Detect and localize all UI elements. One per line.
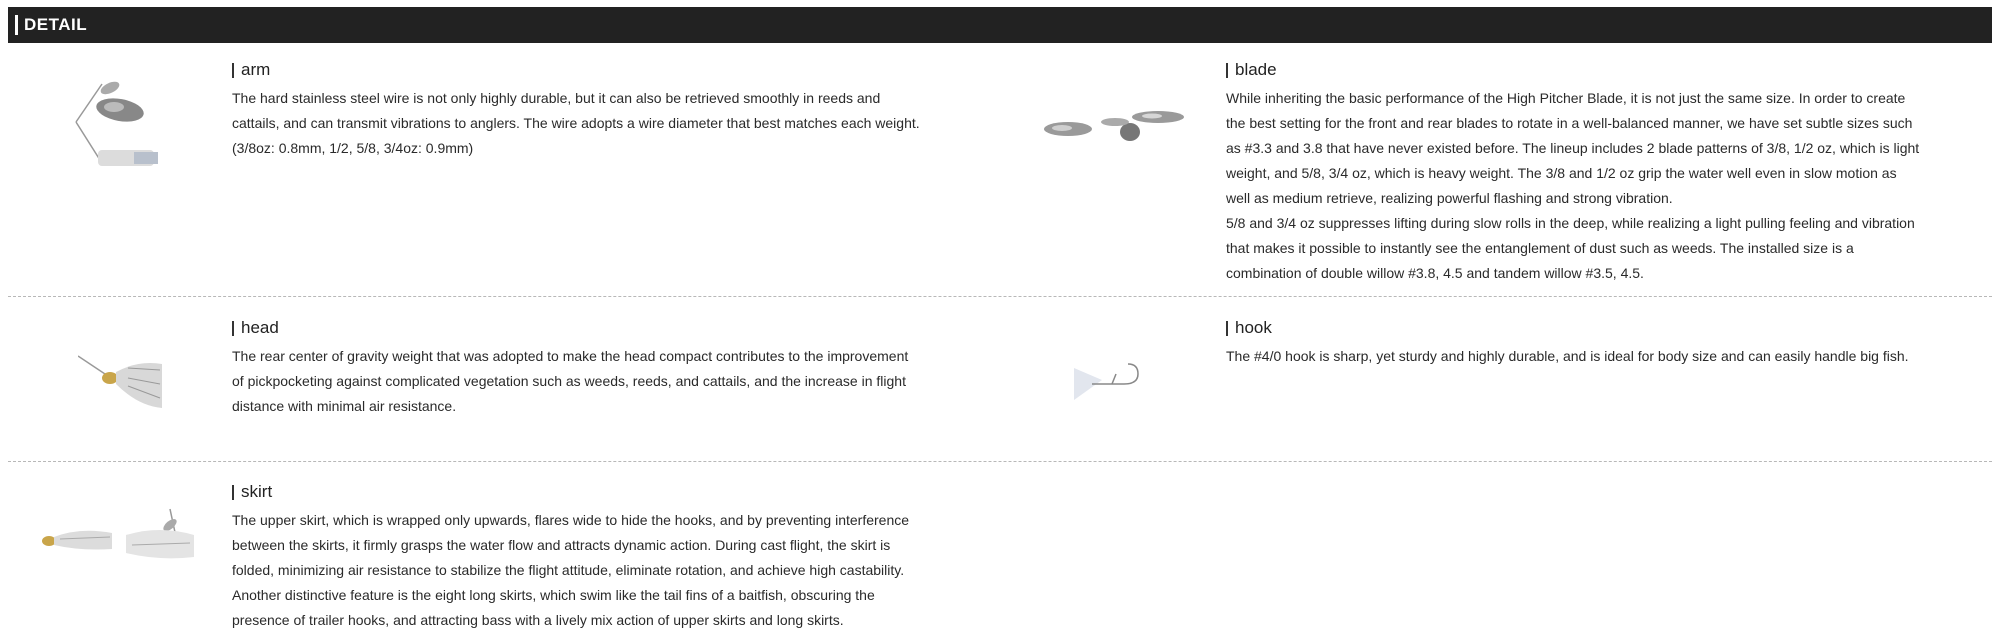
row-divider-1 xyxy=(8,296,1992,297)
heading-marker xyxy=(232,63,234,78)
head-heading xyxy=(232,318,1012,338)
head-heading-label: head xyxy=(241,318,279,337)
head-description: The rear center of gravity weight that was adopted to make the head compact contributes to the improvement of pickpocketing against complicated vegetation such as weeds, reeds, and cattails, and the increase in flight distance with minimal air resistance. xyxy=(232,348,909,414)
heading-marker xyxy=(1226,63,1228,78)
hook-heading xyxy=(1226,318,1986,338)
spinnerbait-arm-image xyxy=(62,72,162,167)
heading-marker xyxy=(232,321,234,336)
detail-header xyxy=(8,7,1992,43)
header-accent-bar xyxy=(15,15,18,35)
hook-description: The #4/0 hook is sharp, yet sturdy and highly durable, and is ideal for body size and can easily handle big fish. xyxy=(1226,348,1909,364)
detail-title: DETAIL xyxy=(24,15,88,34)
row-divider-2 xyxy=(8,461,1992,462)
skirt-heading xyxy=(232,482,1012,502)
skirt-description: The upper skirt, which is wrapped only upwards, flares wide to hide the hooks, and by preventing interference between the skirts, it firmly grasps the water flow and attracts dynamic action. During cast flight, the skirt is folded, minimizing air resistance to stabilize the flight attitude, eliminate rotation, and achieve high castability. Another distinctive feature is the eight long skirts, which swim like the tail fins of a baitfish, obscuring the presence of trailer hooks, and attracting bass with a lively mix action of upper skirts and long skirts. xyxy=(232,512,910,628)
hook-image xyxy=(1072,360,1144,410)
skirt-heading-label: skirt xyxy=(241,482,273,501)
blade-description: While inheriting the basic performance of the High Pitcher Blade, it is not just the same size. In order to create the best setting for the front and rear blades to rotate in a well-balanced manner, we have set subtle sizes such as #3.3 and 3.8 that have never existed before. The lineup includes 2 blade patterns of 3/8, 1/2 oz, which is light weight, and 5/8, 3/4 oz, which is heavy weight. The 3/8 and 1/2 oz grip the water well even in slow motion as well as medium retrieve, realizing powerful flashing and strong vibration. 5/8 and 3/4 oz suppresses lifting during slow rolls in the deep, while realizing a light pulling feeling and vibration that makes it possible to instantly see the entanglement of dust such as weeds. The installed size is a combination of double willow #3.8, 4.5 and tandem willow #3.5, 4.5. xyxy=(1226,90,1920,281)
blade-heading-label: blade xyxy=(1235,60,1277,79)
hook-heading-label: hook xyxy=(1235,318,1272,337)
arm-heading xyxy=(232,60,1012,80)
heading-marker xyxy=(232,485,234,500)
arm-description: The hard stainless steel wire is not only highly durable, but it can also be retrieved smoothly in reeds and cattails, and can transmit vibrations to anglers. The wire adopts a wire diameter that best matches each weight. (3/8oz: 0.8mm, 1/2, 5/8, 3/4oz: 0.9mm) xyxy=(232,90,920,156)
spinnerbait-head-image xyxy=(78,350,162,414)
skirt-image xyxy=(40,505,200,565)
arm-heading-label: arm xyxy=(241,60,271,79)
willow-blades-image xyxy=(1040,105,1190,150)
heading-marker xyxy=(1226,321,1228,336)
blade-heading xyxy=(1226,60,1986,80)
